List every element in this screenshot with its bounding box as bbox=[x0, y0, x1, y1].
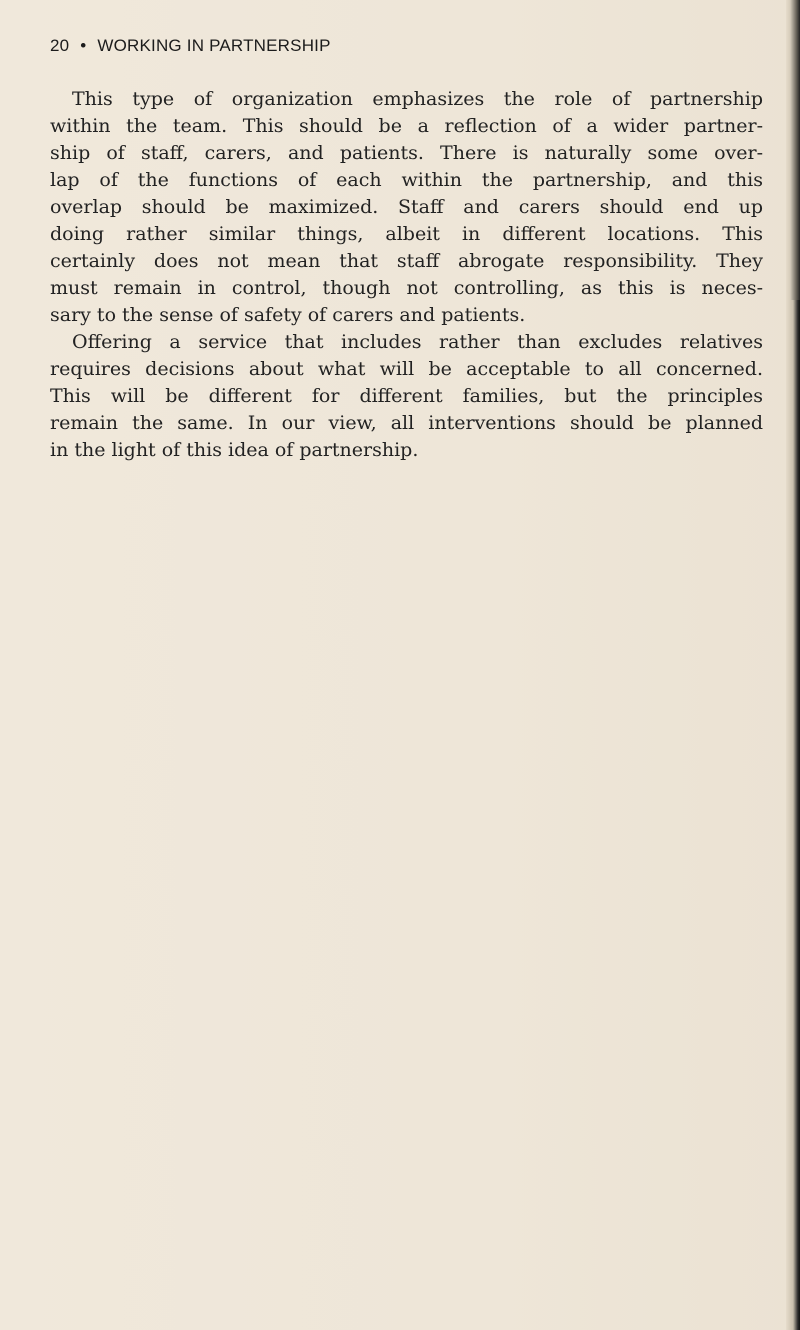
text-line: certainly does not mean that staff abrogate responsibility. They bbox=[50, 250, 763, 272]
text-line: within the team. This should be a reflection of a wider partner- bbox=[50, 115, 763, 137]
text-line: This type of organization emphasizes the role of partnership bbox=[72, 88, 763, 110]
text-line: ship of staff, carers, and patients. There is naturally some over- bbox=[50, 142, 763, 164]
text-line: This will be different for different families, but the principles bbox=[50, 385, 763, 407]
running-head bbox=[50, 36, 331, 56]
text-line: doing rather similar things, albeit in different locations. This bbox=[50, 223, 763, 245]
text-line: sary to the sense of safety of carers and patients. bbox=[50, 304, 526, 326]
running-head-separator: • bbox=[80, 36, 87, 55]
text-line: must remain in control, though not controlling, as this is neces- bbox=[50, 277, 763, 299]
text-line: requires decisions about what will be acceptable to all concerned. bbox=[50, 358, 763, 380]
text-line: remain the same. In our view, all interventions should be planned bbox=[50, 412, 763, 434]
text-line: overlap should be maximized. Staff and carers should end up bbox=[50, 196, 763, 218]
page-edge-shadow-top bbox=[790, 0, 800, 300]
page-number: 20 bbox=[50, 36, 70, 55]
text-line: in the light of this idea of partnership. bbox=[50, 439, 419, 461]
text-line: Offering a service that includes rather than excludes relatives bbox=[72, 331, 763, 353]
text-line: lap of the functions of each within the partnership, and this bbox=[50, 169, 763, 191]
body-text bbox=[50, 86, 763, 464]
paragraph-2 bbox=[50, 329, 763, 464]
paragraph-1 bbox=[50, 86, 763, 329]
running-head-title: WORKING IN PARTNERSHIP bbox=[97, 36, 331, 55]
